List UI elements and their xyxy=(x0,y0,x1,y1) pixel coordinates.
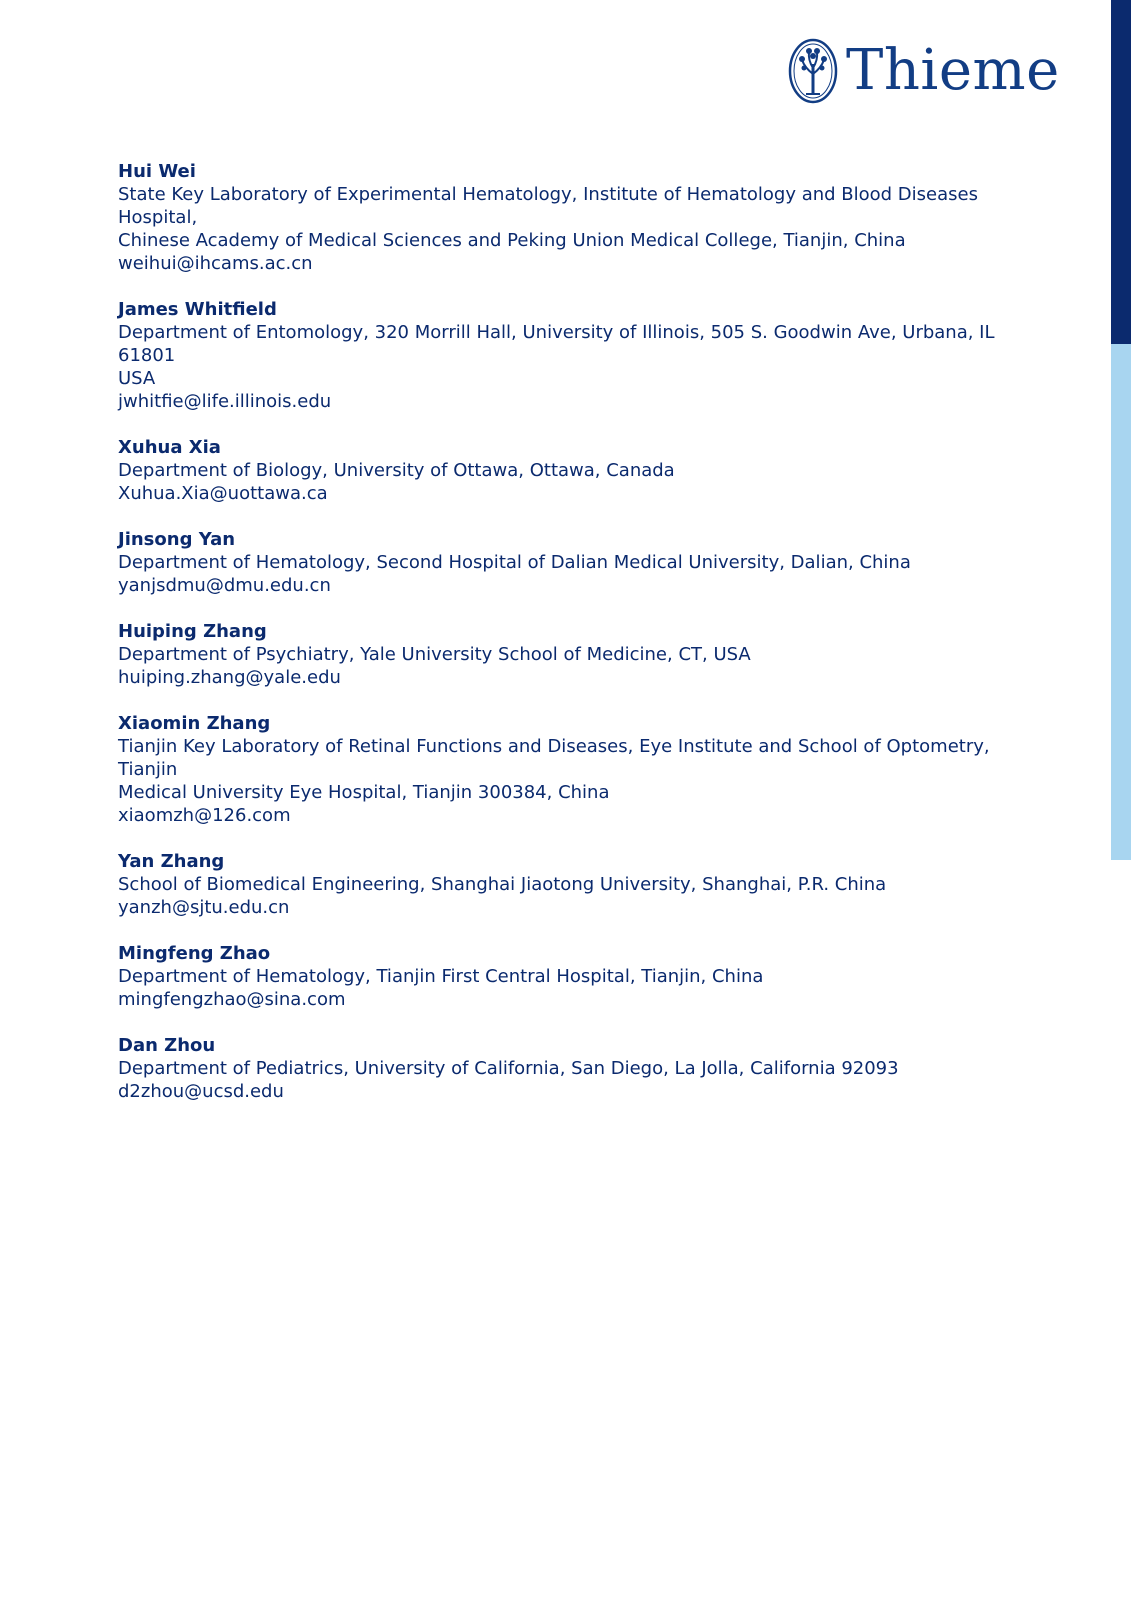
contact-email[interactable]: jwhitfie@life.illinois.edu xyxy=(118,391,332,412)
contact-affiliation-line: School of Biomedical Engineering, Shanghai Jiaotong University, Shanghai, P.R. China xyxy=(118,874,887,895)
contact-email[interactable]: yanzh@sjtu.edu.cn xyxy=(118,897,290,918)
contact-entry xyxy=(118,528,998,597)
contact-entry xyxy=(118,160,998,275)
contact-affiliation-line: Department of Hematology, Tianjin First Central Hospital, Tianjin, China xyxy=(118,966,764,987)
contact-email[interactable]: huiping.zhang@yale.edu xyxy=(118,667,341,688)
contact-name: James Whitfield xyxy=(118,299,277,320)
contact-email[interactable]: Xuhua.Xia@uottawa.ca xyxy=(118,483,328,504)
side-accent-bar-light xyxy=(1111,344,1131,860)
contact-email[interactable]: yanjsdmu@dmu.edu.cn xyxy=(118,575,331,596)
tree-seal-icon xyxy=(788,38,838,104)
contact-affiliation-line: Chinese Academy of Medical Sciences and Peking Union Medical College, Tianjin, China xyxy=(118,230,906,251)
contact-name: Huiping Zhang xyxy=(118,621,267,642)
contact-name: Mingfeng Zhao xyxy=(118,943,271,964)
contact-name: Xuhua Xia xyxy=(118,437,221,458)
contact-email[interactable]: mingfengzhao@sina.com xyxy=(118,989,346,1010)
contact-email[interactable]: xiaomzh@126.com xyxy=(118,805,291,826)
contact-affiliation-line: USA xyxy=(118,368,156,389)
contact-entry xyxy=(118,712,998,827)
contact-entry xyxy=(118,1034,998,1103)
contact-entry xyxy=(118,942,998,1011)
contact-entry xyxy=(118,298,998,413)
contact-name: Hui Wei xyxy=(118,161,196,182)
contact-affiliation-line: Department of Biology, University of Ottawa, Ottawa, Canada xyxy=(118,460,675,481)
contact-entry xyxy=(118,620,998,689)
publisher-logo xyxy=(788,36,1060,106)
contact-email[interactable]: weihui@ihcams.ac.cn xyxy=(118,253,313,274)
contact-affiliation-line: Medical University Eye Hospital, Tianjin 300384, China xyxy=(118,782,610,803)
contact-name: Xiaomin Zhang xyxy=(118,713,271,734)
contact-affiliation-line: Department of Hematology, Second Hospital of Dalian Medical University, Dalian, China xyxy=(118,552,911,573)
contact-entry xyxy=(118,436,998,505)
contact-name: Dan Zhou xyxy=(118,1035,216,1056)
contact-affiliation-line: Department of Pediatrics, University of California, San Diego, La Jolla, California 92093 xyxy=(118,1058,899,1079)
contact-affiliation-line: State Key Laboratory of Experimental Hematology, Institute of Hematology and Blood Diseases Hospital, xyxy=(118,184,978,228)
side-accent-bar-dark xyxy=(1111,0,1131,344)
contact-name: Yan Zhang xyxy=(118,851,225,872)
contact-affiliation-line: Tianjin Key Laboratory of Retinal Functions and Diseases, Eye Institute and School of Optometry, Tianjin xyxy=(118,736,990,780)
contact-affiliation-line: Department of Entomology, 320 Morrill Hall, University of Illinois, 505 S. Goodwin Ave, Urbana, IL 61801 xyxy=(118,322,995,366)
contact-email[interactable]: d2zhou@ucsd.edu xyxy=(118,1081,284,1102)
contact-list xyxy=(118,160,998,1126)
brand-name: Thieme xyxy=(846,38,1060,103)
contact-affiliation-line: Department of Psychiatry, Yale University School of Medicine, CT, USA xyxy=(118,644,751,665)
contact-name: Jinsong Yan xyxy=(118,529,236,550)
contact-entry xyxy=(118,850,998,919)
